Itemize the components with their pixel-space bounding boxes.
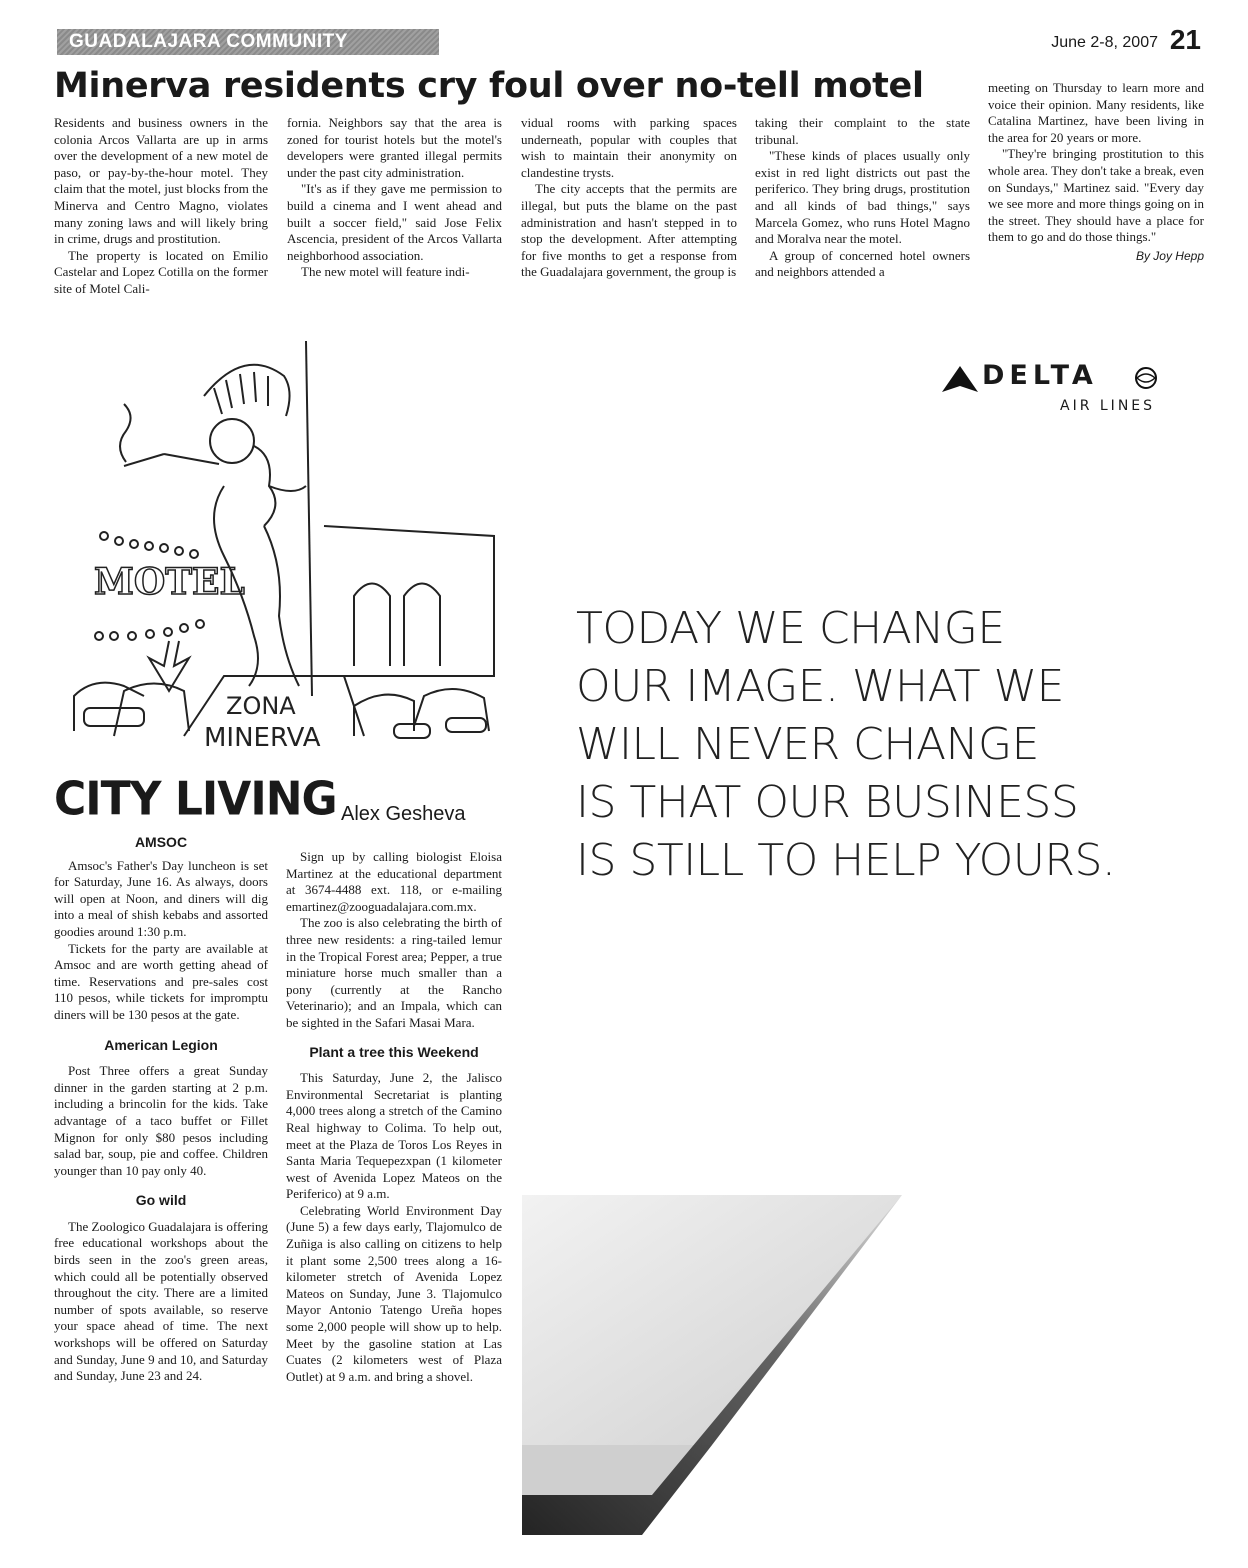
article-headline: Minerva residents cry foul over no-tell motel	[54, 66, 924, 106]
amsoc-paragraph: Tickets for the party are available at Amsoc and are worth getting ahead of time. Reservations and pre-sales cost 110 pesos, while tickets for impromptu diners will be 130 pesos at the gate.	[54, 940, 268, 1022]
subhead-plant-a-tree: Plant a tree this Weekend	[309, 1043, 479, 1060]
subhead-american-legion: American Legion	[104, 1036, 218, 1053]
section-tag: GUADALAJARA COMMUNITY	[57, 29, 439, 55]
delta-wordmark: DELTA	[982, 360, 1098, 391]
cartoon-base-line1: ZONA	[226, 692, 296, 720]
tree-paragraph: Celebrating World Environment Day (June 5) a few days early, Tlajomulco de Zuñiga is also calling on citizens to help it plant some 2,500 trees along a 16-kilometer stretch of Avenida Lopez Mateos on Sunday, June 3. Tlajomulco Mayor Antonio Tatengo Ureña hopes some 2,000 people will show up to help. Meet by the gasoline station at Las Cuates (2 kilometers west of Plaza Outlet) at 9 a.m. and bring a shovel.	[286, 1202, 502, 1384]
cartoon-illustration	[54, 336, 516, 766]
article-paragraph: The new motel will feature indi-	[301, 264, 470, 280]
ad-copy-line: WILL NEVER CHANGE	[576, 719, 1039, 770]
article-column-2	[287, 115, 502, 281]
article-paragraph: "These kinds of places usually only exist in red light districts out past the periferico. They bring drugs, prostitution and all kinds of bad things," says Marcela Gomez, who runs Hotel Magno and Moralva near the motel.	[755, 148, 970, 247]
article-column-3	[521, 115, 737, 281]
city-living-title: CITY LIVING	[54, 772, 337, 827]
article-paragraph: The city accepts that the permits are illegal, but puts the blame on the past administration and hasn't stepped in to stop the development. After attempting for five months to get a response from the Guadalajara government, the group is	[521, 181, 737, 280]
zoo-paragraph: The zoo is also celebrating the birth of three new residents: a ring-tailed lemur in the Tropical Forest area; Pepper, a true miniature horse much smaller than a pony (currently at the Rancho Veterinario); and an Impala, which can be sighted in the Safari Masai Mara.	[286, 915, 502, 1030]
article-column-5	[988, 80, 1204, 265]
byline: By Joy Hepp	[1135, 248, 1204, 263]
cartoon-base-line2: MINERVA	[204, 723, 321, 753]
subhead-amsoc: AMSOC	[134, 834, 188, 850]
issue-date: June 2-8, 2007	[1051, 34, 1158, 51]
article-column-1	[54, 115, 268, 298]
ad-copy-line: OUR IMAGE. WHAT WE	[576, 661, 1064, 712]
delta-widget-icon	[940, 364, 980, 394]
article-paragraph: meeting on Thursday to learn more and voice their opinion. Many residents, like Catalina Martinez, have been living in the area for 20 years or more.	[988, 80, 1204, 145]
delta-logo	[940, 360, 1170, 420]
article-paragraph: vidual rooms with parking spaces underneath, popular with couples that wish to maintain their anonymity on clandestine trysts.	[521, 115, 737, 180]
article-paragraph: taking their complaint to the state tribunal.	[755, 115, 970, 147]
article-column-4	[755, 115, 970, 281]
ad-graphic	[522, 1195, 922, 1535]
article-paragraph: "It's as if they gave me permission to build a cinema and I went ahead and built a soccer field," said Jose Felix Ascencia, president of the Arcos Vallarta neighborhood association.	[287, 181, 502, 263]
globe-icon	[1134, 366, 1158, 390]
cartoon-sign-motel: MOTEL	[94, 561, 245, 603]
ad-copy-line: TODAY WE CHANGE	[576, 603, 1005, 654]
city-living-author: Alex Gesheva	[341, 803, 466, 825]
article-paragraph: "They're bringing prostitution to this whole area. They don't take a break, even on Sundays," Martinez said. "Every day we see more and more things going on in the street. They should have a place for them to go and do those things."	[988, 146, 1204, 245]
city-living-column-1	[54, 834, 268, 1385]
ad-copy	[576, 600, 1196, 890]
article-paragraph: Residents and business owners in the colonia Arcos Vallarta are up in arms over the development of a new motel de paso, or pay-by-the-hour motel. They claim that the motel, just blocks from the Minerva and Centro Magno, violates many zoning laws and will likely bring in crime, drugs and prostitution.	[54, 115, 268, 247]
ad-copy-line: IS THAT OUR BUSINESS	[576, 777, 1079, 828]
subhead-go-wild: Go wild	[135, 1192, 187, 1209]
tree-paragraph: This Saturday, June 2, the Jalisco Environmental Secretariat is planting 4,000 trees along a stretch of the Camino Real highway to Colima. To help out, meet at the Plaza de Toros Los Reyes in Santa Maria Tequepezxpan (1 kilometer west of Avenida Lopez Mateos on the Periferico) at 9 a.m.	[286, 1070, 502, 1202]
city-living-column-2	[286, 849, 502, 1385]
ad-copy-line: IS STILL TO HELP YOURS.	[576, 835, 1116, 886]
gowild-paragraph: The Zoologico Guadalajara is offering free educational workshops about the birds seen in the zoo's green areas, which could all be potentially observed throughout the city. There are a limited number of spots available, so reserve your space ahead of time. The next workshops will be offered on Saturday and Sunday, June 9 and 10, and Saturday and Sunday, June 23 and 24.	[54, 1218, 268, 1384]
article-paragraph: A group of concerned hotel owners and neighbors attended a	[755, 247, 970, 280]
delta-subtext: AIR LINES	[1060, 398, 1156, 414]
article-paragraph: The property is located on Emilio Castelar and Lopez Cotilla on the former site of Motel Cali-	[54, 247, 268, 296]
article-paragraph: fornia. Neighbors say that the area is zoned for tourist hotels but the motel's developers were granted illegal permits under the past city administration.	[287, 115, 502, 180]
page-number: 21	[1169, 24, 1201, 55]
amsoc-paragraph: Amsoc's Father's Day luncheon is set for Saturday, June 16. As always, doors will open at Noon, and diners will dig into a meal of shish kebabs and assorted goodies around 1:30 p.m.	[54, 857, 268, 939]
zoo-paragraph: Sign up by calling biologist Eloisa Martinez at the educational department at 3674-4488 ext. 118, or e-mailing emartinez@zooguadalajara.com.mx.	[286, 849, 502, 914]
legion-paragraph: Post Three offers a great Sunday dinner in the garden starting at 2 p.m. including a brincolin for the kids. Take advantage of a taco buffet or Fillet Mignon for only $80 pesos including salad bar, soup, pie and coffee. Children younger than 10 pay only 40.	[54, 1063, 268, 1178]
